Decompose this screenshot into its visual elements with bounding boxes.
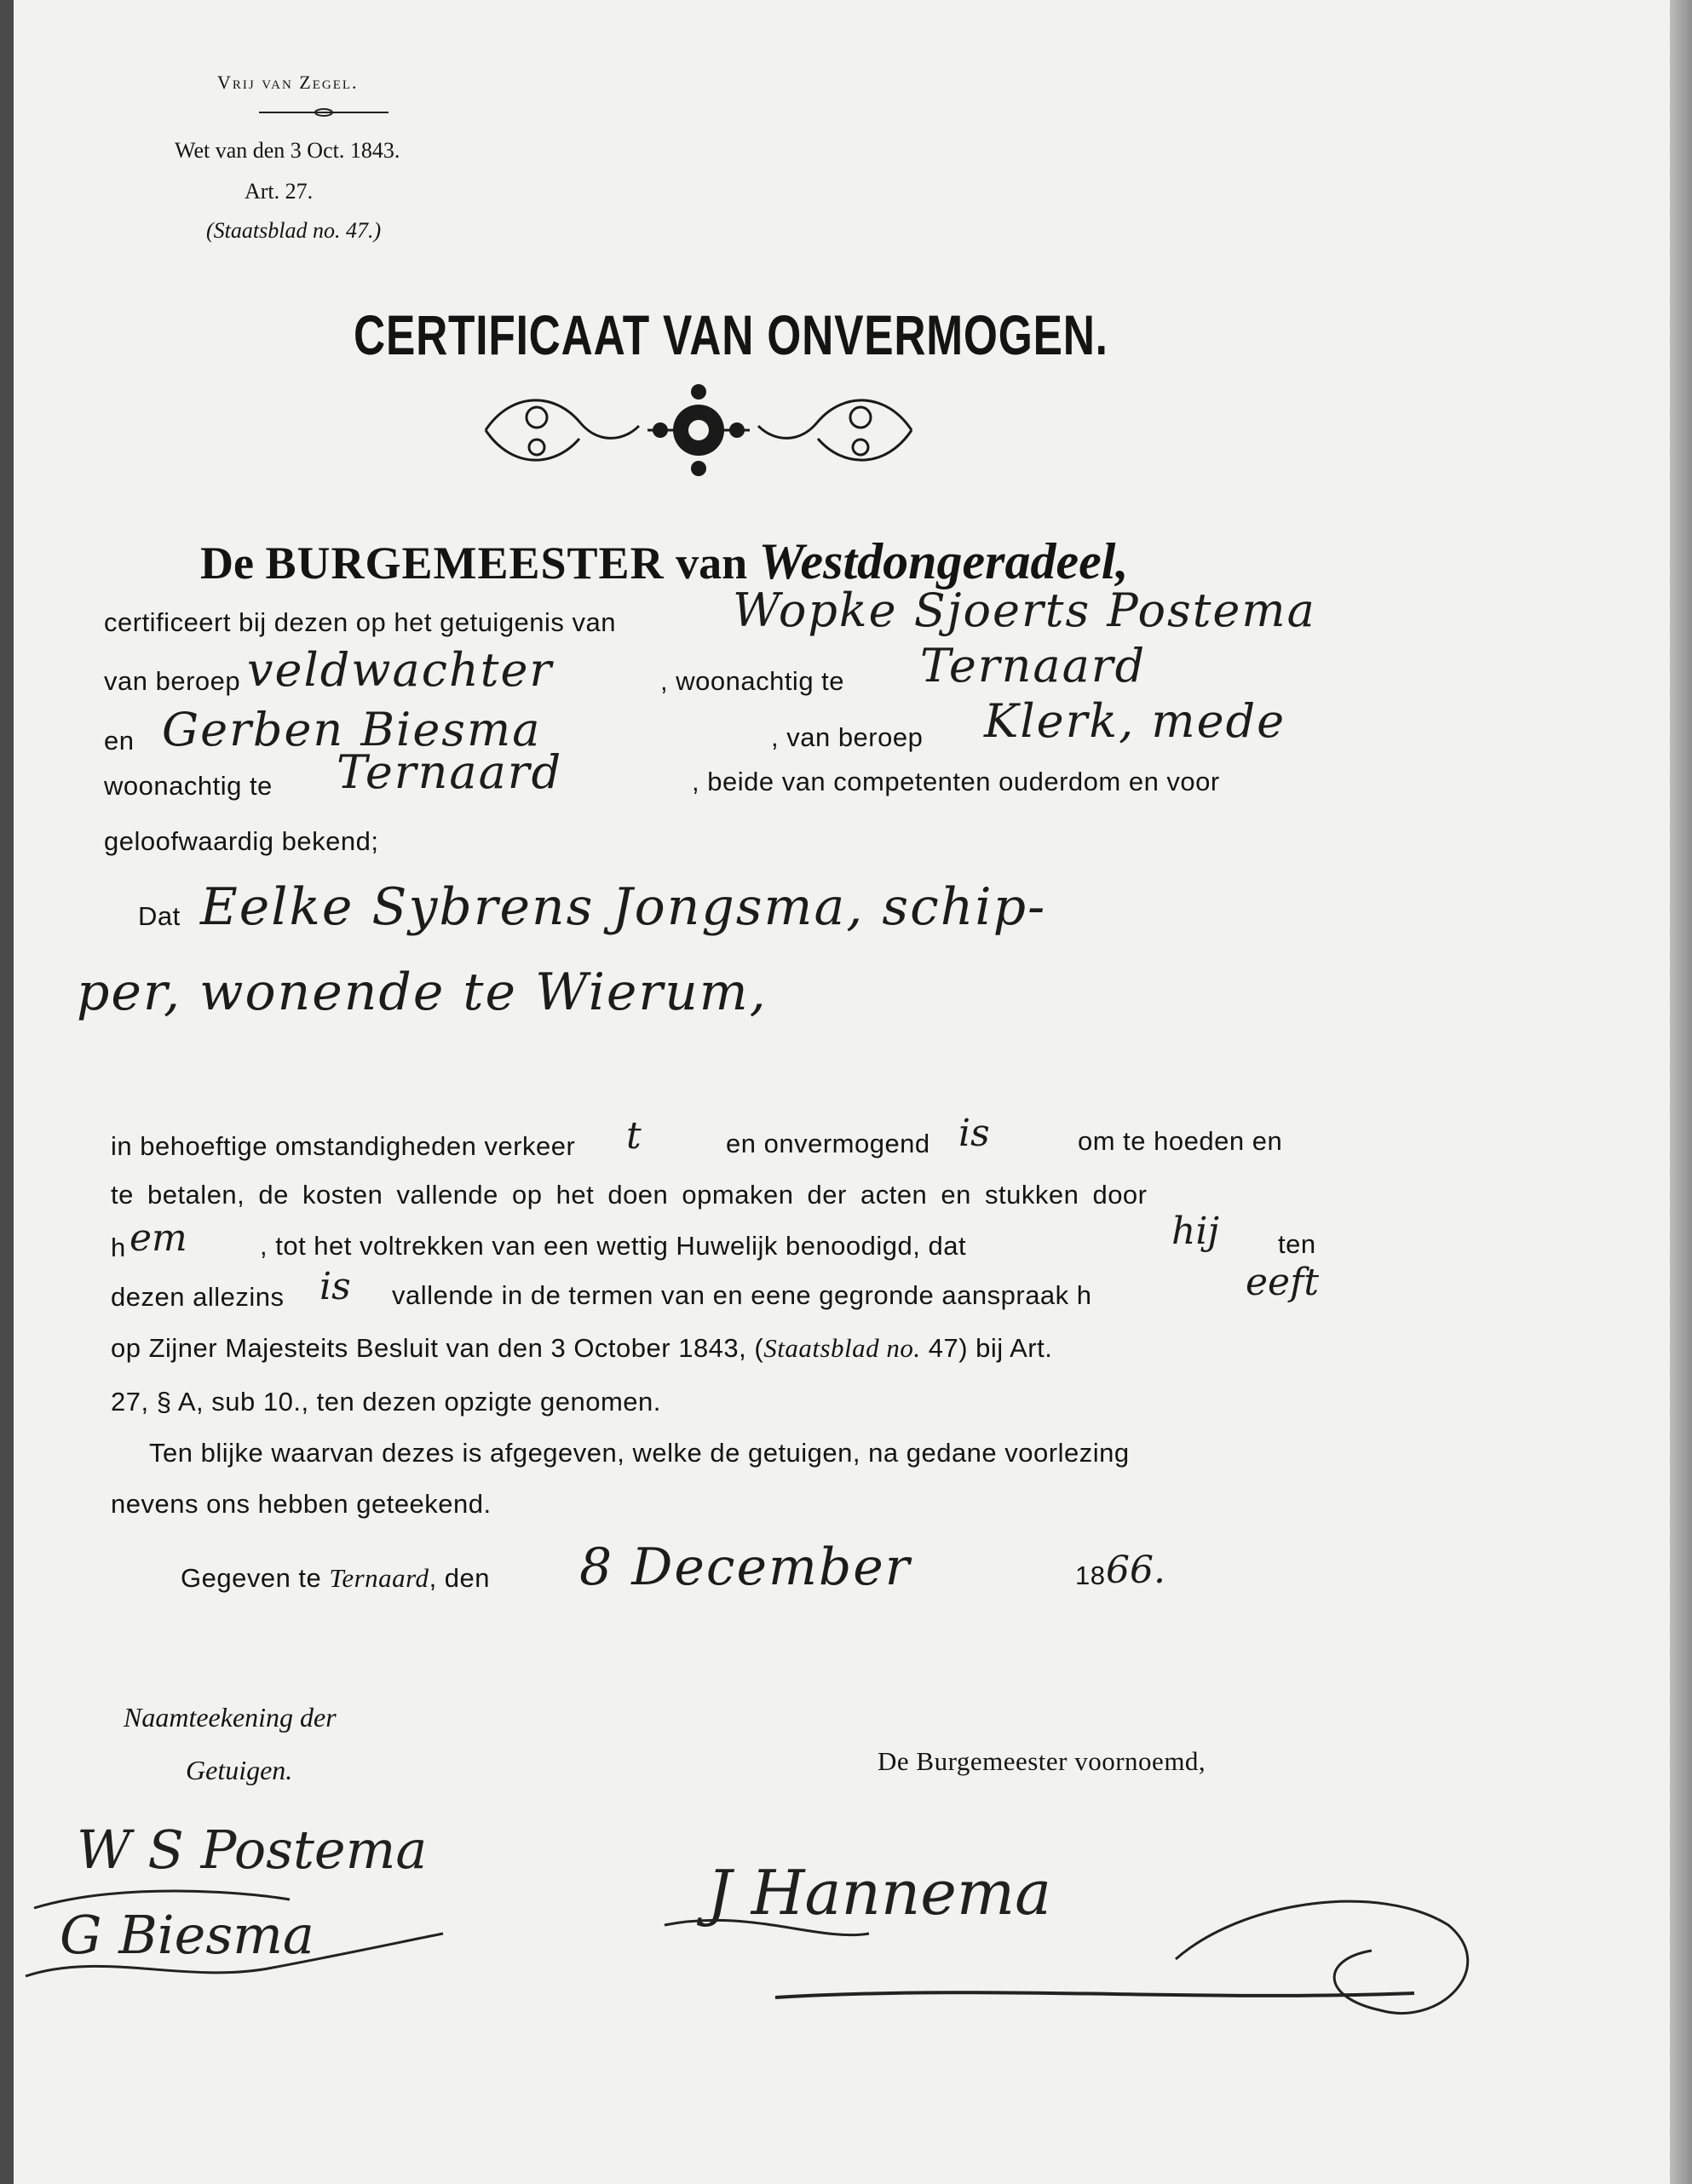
line-10-h: h (111, 1233, 126, 1262)
witness-2-occupation-handwritten: Klerk, mede (984, 694, 1286, 748)
line-11-text-b: vallende in de termen van en eene gegronde aanspraak h (392, 1280, 1092, 1310)
line-8-handwritten-is: is (958, 1112, 990, 1155)
heading-van: van (676, 537, 748, 589)
line-3-text: , van beroep (771, 722, 924, 752)
line-8-text-c: om te hoeden en (1078, 1126, 1283, 1156)
line-15-text: nevens ons hebben geteekend. (111, 1489, 492, 1519)
line-4-label: woonachtig te (104, 771, 273, 801)
line-16-year-printed: 18 (1075, 1560, 1106, 1590)
line-16-year-handwritten: 66. (1106, 1549, 1165, 1592)
stamp-line-3: Art. 27. (245, 179, 314, 204)
stamp-line-2: Wet van den 3 Oct. 1843. (175, 138, 400, 163)
page-title: CERTIFICAAT VAN ONVERMOGEN. (354, 303, 1108, 366)
line-16-text-b: , den (429, 1563, 491, 1593)
applicant-name-handwritten: Eelke Sybrens Jongsma, schip- (200, 877, 1047, 937)
witness-1-residence-handwritten: Ternaard (920, 639, 1147, 693)
line-4-text: , beide van competenten ouderdom en voor (692, 767, 1220, 796)
line-6-dat: Dat (138, 901, 181, 931)
line-13-text: 27, § A, sub 10., ten dezen opzigte genomen. (111, 1387, 661, 1417)
witness-label-1: Naamteekening der (124, 1702, 337, 1733)
date-handwritten: 8 December (579, 1537, 912, 1597)
line-12 (111, 1333, 1052, 1364)
heading-municipality: Westdongeradeel, (758, 533, 1129, 589)
mayor-label: De Burgemeester voornoemd, (878, 1746, 1206, 1776)
line-2-label: van beroep (104, 666, 241, 696)
line-10-text: , tot het voltrekken van een wettig Huwelijk benoodigd, dat (260, 1231, 967, 1261)
page-edge-right (1670, 0, 1692, 2184)
mayor-signature: J Hannema (707, 1857, 1052, 1928)
line-5-text: geloofwaardig bekend; (104, 826, 379, 856)
line-10-handwritten-em: em (129, 1216, 187, 1260)
witness-2-residence-handwritten: Ternaard (337, 745, 563, 799)
stamp-rule (256, 106, 392, 119)
line-12-text-a: op Zijner Majesteits Besluit van den 3 October 1843, ( (111, 1333, 764, 1363)
witness-2-name-handwritten: Gerben Biesma (162, 703, 542, 756)
heading-prefix: De (200, 537, 254, 589)
line-12-text-b: 47) bij Art. (928, 1333, 1053, 1363)
heading (200, 532, 1128, 591)
line-10-handwritten-hij: hij (1171, 1210, 1220, 1253)
line-16 (181, 1563, 490, 1594)
line-12-italic: Staatsblad no. (763, 1333, 921, 1363)
line-8-handwritten-t: t (626, 1114, 642, 1158)
line-2-text: , woonachtig te (660, 666, 845, 696)
witness-1-signature: W S Postema (77, 1819, 428, 1881)
line-1-text: certificeert bij dezen op het getuigenis van (104, 607, 617, 637)
ornament-icon (477, 375, 920, 486)
line-3-en: en (104, 726, 135, 756)
line-8-text-b: en onvermogend (726, 1129, 930, 1158)
witness-2-signature: G Biesma (60, 1904, 314, 1966)
heading-office: BURGEMEESTER (265, 537, 665, 589)
stamp-line-1: Vrij van Zegel. (217, 72, 359, 93)
line-11-handwritten-is: is (319, 1265, 351, 1308)
applicant-residence-handwritten: per, wonende te Wierum, (77, 963, 768, 1022)
mayor-signature-flourish (647, 1848, 1499, 2044)
line-10-ten: ten (1278, 1229, 1316, 1259)
line-16-text-a: Gegeven te (181, 1563, 322, 1593)
line-16-place: Ternaard (329, 1563, 429, 1593)
page-edge-left (0, 0, 14, 2184)
line-11-handwritten-eeft: eeft (1246, 1261, 1320, 1304)
line-11-text-a: dezen allezins (111, 1282, 285, 1312)
line-9-text: te betalen, de kosten vallende op het doen opmaken der acten en stukken door (111, 1180, 1148, 1210)
line-14-text: Ten blijke waarvan dezes is afgegeven, welke de getuigen, na gedane voorlezing (149, 1438, 1130, 1468)
line-8-text-a: in behoeftige omstandigheden verkeer (111, 1131, 576, 1161)
witness-label-2: Getuigen. (186, 1755, 293, 1785)
witness-1-occupation-handwritten: veldwachter (247, 643, 554, 697)
stamp-line-4: (Staatsblad no. 47.) (206, 218, 382, 243)
witness-1-name-handwritten: Wopke Sjoerts Postema (733, 583, 1316, 637)
